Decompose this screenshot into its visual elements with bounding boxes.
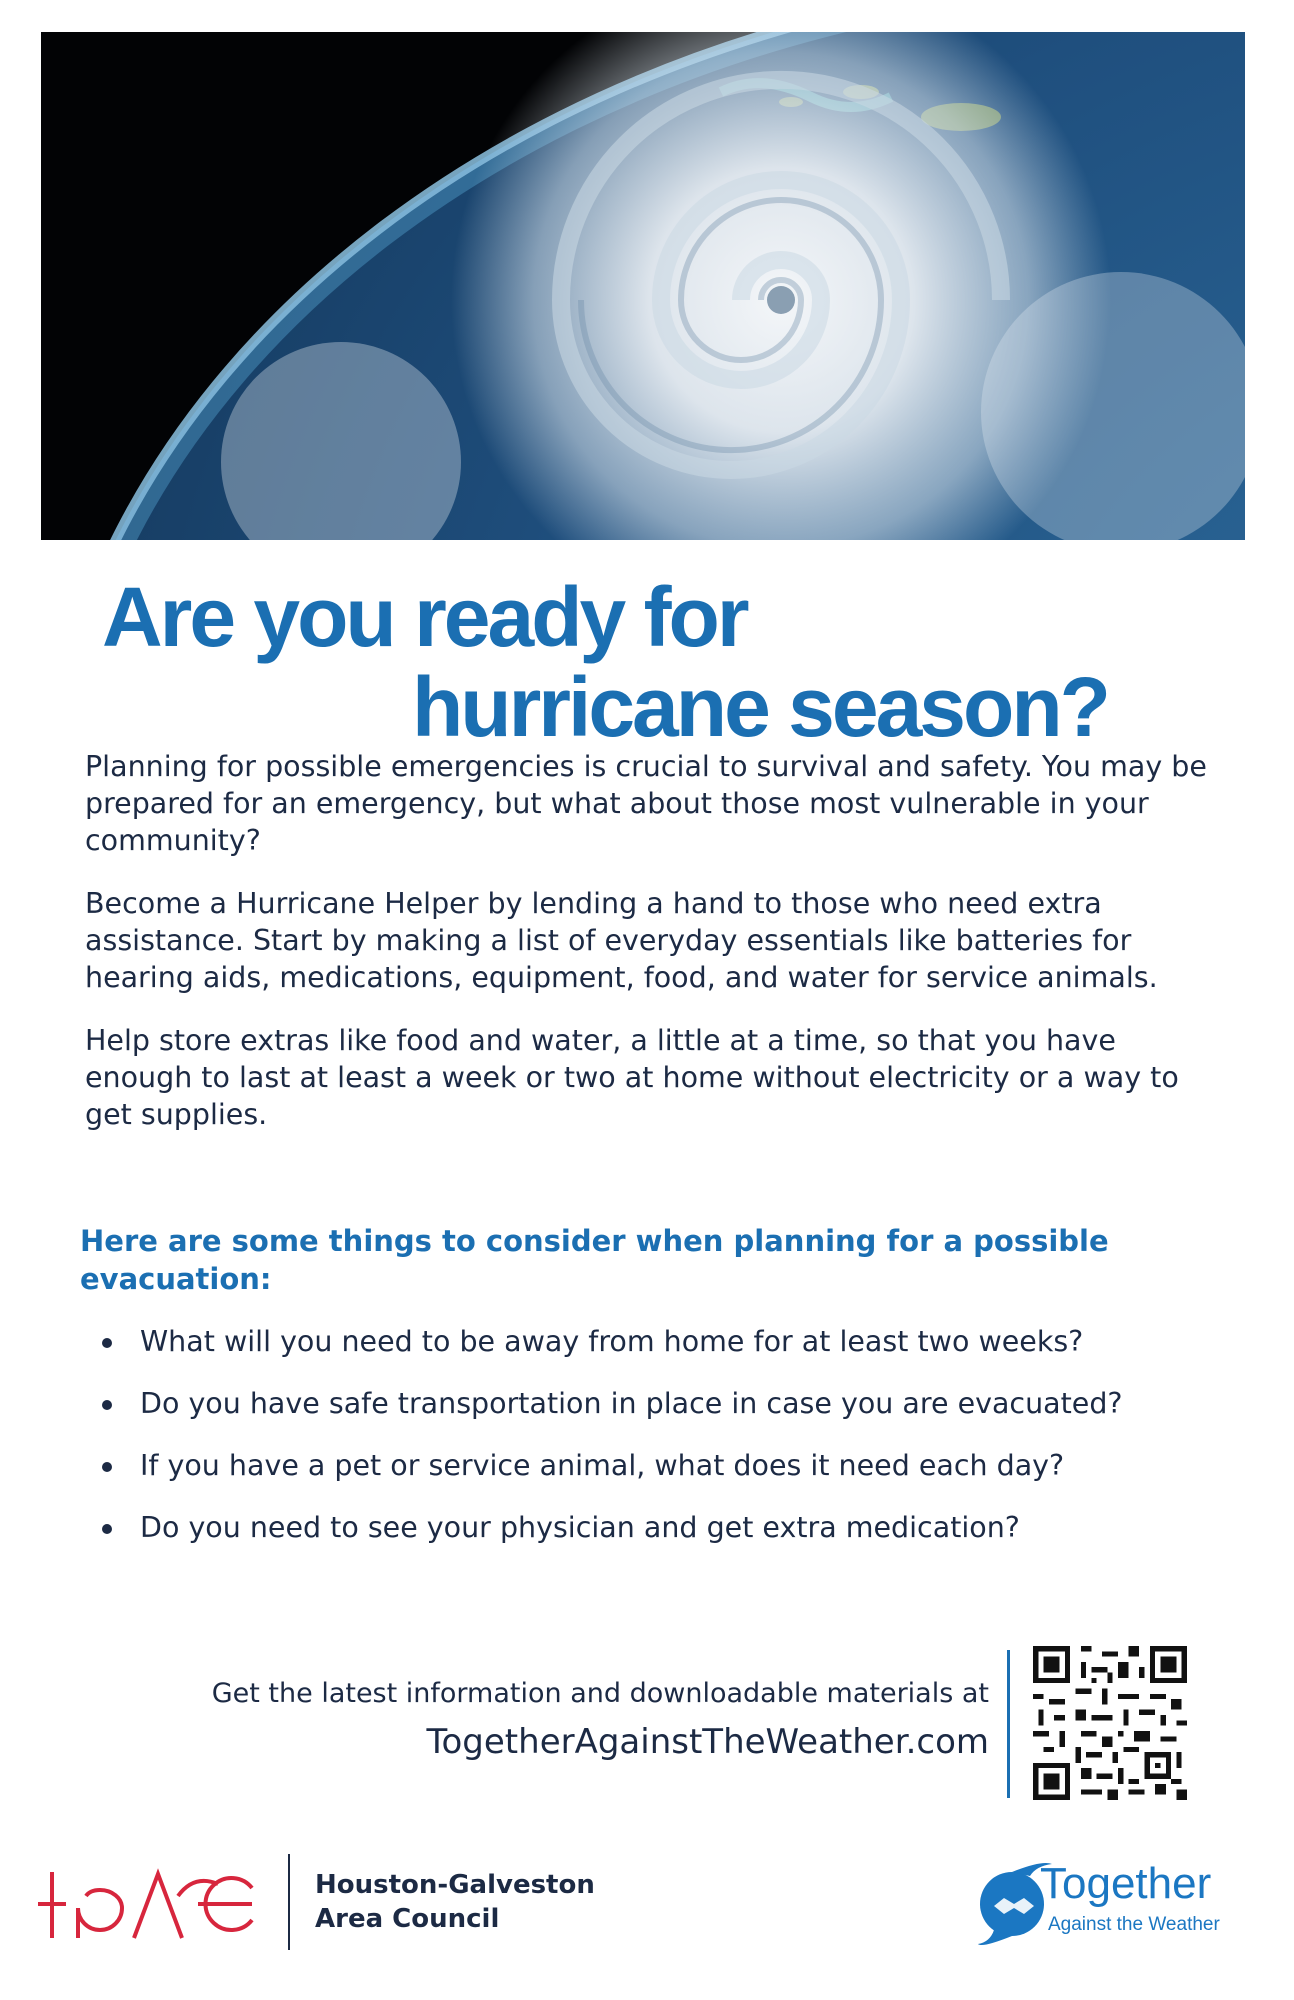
hgac-name-line-2: Area Council (315, 1904, 500, 1934)
list-item-text: If you have a pet or service animal, what does it need each day? (140, 1449, 1065, 1482)
cta-divider (1007, 1650, 1010, 1798)
list-item (98, 1326, 1228, 1357)
intro-paragraphs (85, 748, 1215, 1159)
hgac-name-line-1: Houston-Galveston (315, 1870, 595, 1900)
hero-image (41, 32, 1245, 540)
headline-line-2: hurricane season? (412, 660, 1108, 754)
paragraph-store-extras: Help store extras like food and water, a little at a time, so that you have enough to last at least a week or two at home without electricity or a way to get supplies. (85, 1024, 1179, 1131)
footer-divider (288, 1854, 290, 1950)
bullet-icon (102, 1400, 112, 1410)
qr-code-icon[interactable] (1033, 1646, 1187, 1800)
taw-logo-subtitle: Against the Weather (1048, 1914, 1220, 1935)
hgac-name (315, 1868, 595, 1936)
evacuation-checklist (98, 1326, 1228, 1574)
hgac-logo-icon (38, 1868, 268, 1940)
website-link[interactable]: TogetherAgainstTheWeather.com (426, 1722, 989, 1762)
bullet-icon (102, 1338, 112, 1348)
list-item (98, 1512, 1228, 1543)
paragraph-hurricane-helper: Become a Hurricane Helper by lending a hand to those who need extra assistance. Start by making a list of everyday essentials like batteries for hearing aids, medications, equipment, food, and water for service animals. (85, 887, 1158, 994)
headline-line-1: Are you ready for (102, 570, 747, 664)
list-item-text: Do you need to see your physician and get extra medication? (140, 1511, 1020, 1544)
taw-logo-title: Together (1040, 1859, 1212, 1908)
bullet-icon (102, 1524, 112, 1534)
paragraph-planning: Planning for possible emergencies is crucial to survival and safety. You may be prepared for an emergency, but what about those most vulnerable in your community? (85, 750, 1207, 857)
cta-text: Get the latest information and downloadable materials at (211, 1678, 989, 1709)
page-title (0, 572, 1294, 752)
evacuation-subheading: Here are some things to consider when planning for a possible evacuation: (80, 1224, 1109, 1296)
list-item (98, 1450, 1228, 1481)
list-item-text: Do you have safe transportation in place in case you are evacuated? (140, 1387, 1123, 1420)
bullet-icon (102, 1462, 112, 1472)
list-item-text: What will you need to be away from home for at least two weeks? (140, 1325, 1084, 1358)
list-item (98, 1388, 1228, 1419)
